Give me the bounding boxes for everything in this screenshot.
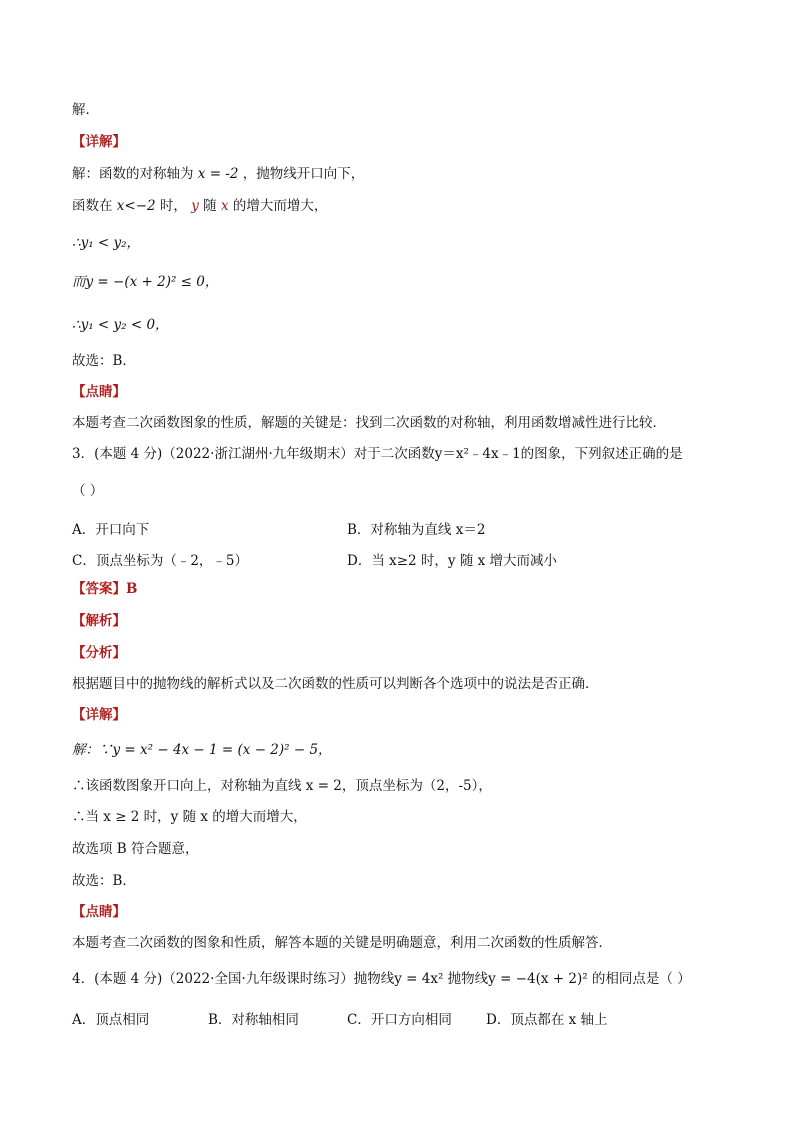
- axis-statement-prefix: 解：函数的对称轴为: [72, 166, 194, 182]
- choice-statement: 故选：B．: [72, 353, 136, 369]
- detail-heading-2: 【详解】: [72, 707, 126, 723]
- question-3-option-c: C．顶点坐标为（﹣2，﹣5）: [72, 553, 249, 569]
- comment-text-2: 本题考查二次函数的图象和性质，解答本题的关键是明确题意，利用二次函数的性质解答．: [72, 935, 612, 951]
- axis-statement-suffix: ，抛物线开口向下，: [242, 166, 365, 182]
- question-3-option-a: A．开口向下: [72, 522, 150, 538]
- monotonic-y: y: [191, 198, 199, 214]
- analysis-text: 根据题目中的抛物线的解析式以及二次函数的性质可以判断各个选项中的说法是否正确．: [72, 676, 599, 692]
- question-3-option-b: B．对称轴为直线 x＝2: [347, 522, 486, 538]
- question-4-option-a: A．顶点相同: [72, 1012, 150, 1028]
- comment-heading-2: 【点睛】: [72, 904, 126, 920]
- axis-value: x = -2: [197, 166, 239, 182]
- detail-heading: 【详解】: [72, 134, 126, 150]
- option-b-correct: 故选项 B 符合题意，: [72, 841, 199, 857]
- inequality-nonpositive: 而y = −(x + 2)² ≤ 0，: [72, 274, 219, 290]
- monotonic-x: x: [220, 198, 229, 214]
- monotonic-prefix: 函数在: [72, 198, 113, 214]
- solution-tail-text: 解．: [72, 102, 99, 118]
- vertex-conclusion: ∴该函数图象开口向上，对称轴为直线 x = 2，顶点坐标为（2，-5），: [72, 778, 492, 794]
- question-3-stem: 3．(本题 4 分)（2022·浙江湖州·九年级期末）对于二次函数y＝x²﹣4x﹣1的图象，下列叙述正确的是: [72, 446, 683, 462]
- axis-statement: [72, 165, 754, 183]
- monotonic-when: 时，: [159, 198, 187, 214]
- monotonic-condition: x<−2: [116, 198, 156, 214]
- choice-statement-2: 故选：B．: [72, 873, 136, 889]
- question-4-stem: 4．(本题 4 分)（2022·全国·九年级课时练习）抛物线y = 4x² 抛物线y = −4(x + 2)² 的相同点是（ ）: [72, 971, 691, 987]
- monotonic-sui: 随: [203, 198, 217, 214]
- monotonic-suffix: 的增大而增大，: [232, 198, 328, 214]
- answer-heading: 【答案】B: [72, 581, 138, 597]
- inequality-y1-y2: ∴y₁ < y₂，: [72, 235, 141, 251]
- analysis-heading: 【解析】: [72, 613, 126, 629]
- inequality-conclusion: ∴y₁ < y₂ < 0，: [72, 317, 169, 333]
- question-3-option-d: D．当 x≥2 时，y 随 x 增大而减小: [347, 553, 558, 569]
- question-3-blank: （ ）: [72, 483, 104, 499]
- monotonic-statement: [72, 197, 754, 215]
- comment-text: 本题考查二次函数图象的性质，解题的关键是：找到二次函数的对称轴，利用函数增减性进行比较．: [72, 415, 666, 431]
- analysis-subheading: 【分析】: [72, 645, 126, 661]
- question-4-option-b: B．对称轴相同: [208, 1012, 299, 1028]
- vertex-form-derivation: 解：∵y = x² − 4x − 1 = (x − 2)² − 5，: [72, 742, 332, 758]
- question-4-option-c: C．开口方向相同: [347, 1012, 452, 1028]
- comment-heading: 【点睛】: [72, 384, 126, 400]
- question-4-option-d: D．顶点都在 x 轴上: [486, 1012, 608, 1028]
- increasing-conclusion: ∴当 x ≥ 2 时，y 随 x 的增大而增大，: [72, 809, 307, 825]
